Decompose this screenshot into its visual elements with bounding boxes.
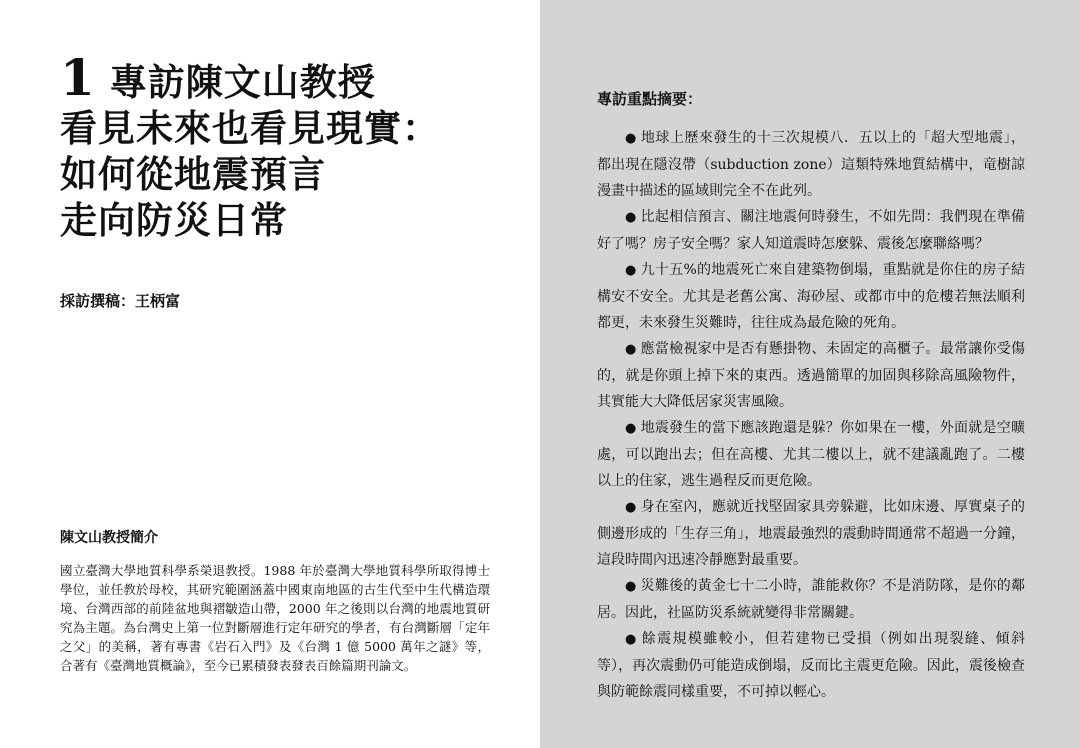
summary-point-text: 比起相信預言、關注地震何時發生，不如先問：我們現在準備好了嗎？房子安全嗎？家人知道震時怎麼躲、震後怎麼聯絡嗎？ bbox=[597, 209, 1026, 252]
summary-point-text: 地球上歷來發生的十三次規模八．五以上的「超大型地震」，都出現在隱沒帶（subduction zone）這類特殊地質結構中，竜樹諒漫畫中描述的區域則完全不在此列。 bbox=[597, 130, 1026, 199]
bullet-icon: ● bbox=[625, 500, 637, 515]
summary-point bbox=[597, 573, 1025, 626]
article-title bbox=[60, 48, 530, 243]
bullet-icon: ● bbox=[625, 421, 637, 436]
bullet-icon: ● bbox=[625, 131, 637, 146]
summary-point bbox=[597, 257, 1025, 336]
summary-point-text: 地震發生的當下應該跑還是躲？你如果在一樓，外面就是空曠處，可以跑出去；但在高樓、尤其二樓以上，就不建議亂跑了。二樓以上的住家，逃生過程反而更危險。 bbox=[597, 420, 1026, 489]
summary-point bbox=[597, 204, 1025, 257]
summary-point bbox=[597, 125, 1025, 204]
summary-point bbox=[597, 415, 1025, 494]
title-line-3: 如何從地震預言 bbox=[60, 152, 326, 196]
summary-point-text: 身在室內，應就近找堅固家具旁躲避，比如床邊、厚實桌子的側邊形成的「生存三角」，地震最強烈的震動時間通常不超過一分鐘，這段時間內迅速冷靜應對最重要。 bbox=[597, 499, 1026, 568]
bullet-icon: ● bbox=[625, 632, 638, 647]
chapter-number: 1 bbox=[60, 48, 96, 107]
bullet-icon: ● bbox=[625, 342, 637, 357]
summary-point bbox=[597, 626, 1025, 705]
title-text-1: 專訪陳文山教授 bbox=[109, 60, 376, 104]
title-line-4: 走向防災日常 bbox=[60, 198, 288, 242]
bullet-icon: ● bbox=[625, 579, 637, 594]
bio-heading: 陳文山教授簡介 bbox=[60, 530, 158, 546]
bio-text: 國立臺灣大學地質科學系榮退教授。1988 年於臺灣大學地質科學所取得博士學位，並任教於母校，其研究範圍涵蓋中國東南地區的古生代至中生代構造環境、台灣西部的前陸盆地與褶皺造山帶，2000 年之後則以台灣的地震地質研究為主題。為台灣史上第一位對斷層進行定年研究的學者，有台灣斷層「定年之父」的美稱，著有專書《岩石入門》及《台灣 1 億 5000 萬年之謎》等，合著有《臺灣地質概論》，至今已累積發表發表百餘篇期刊論文。 bbox=[60, 563, 490, 673]
title-line-2: 看見未來也看見現實： bbox=[60, 106, 440, 150]
summary-point bbox=[597, 494, 1025, 573]
bullet-icon: ● bbox=[625, 263, 637, 278]
bullet-icon: ● bbox=[625, 210, 637, 225]
summary-list bbox=[597, 125, 1025, 705]
title-line-1 bbox=[60, 48, 530, 107]
summary-point-text: 九十五%的地震死亡來自建築物倒塌，重點就是你住的房子結構安不安全。尤其是老舊公寓、海砂屋、或都市中的危樓若無法順利都更，未來發生災難時，往往成為最危險的死角。 bbox=[597, 262, 1025, 331]
interviewer-credit: 採訪撰稿：王柄富 bbox=[60, 292, 181, 310]
summary-heading: 專訪重點摘要： bbox=[597, 90, 703, 108]
summary-point-text: 餘震規模雖較小，但若建物已受損（例如出現裂縫、傾斜等），再次震動仍可能造成倒塌，反而比主震更危險。因此，震後檢查與防範餘震同樣重要，不可掉以輕心。 bbox=[597, 631, 1026, 700]
summary-point bbox=[597, 336, 1025, 415]
summary-point-text: 災難後的黃金七十二小時，誰能救你？不是消防隊，是你的鄰居。因此，社區防災系統就變得非常關鍵。 bbox=[597, 578, 1026, 621]
summary-point-text: 應當檢視家中是否有懸掛物、未固定的高櫃子。最常讓你受傷的，就是你頭上掉下來的東西。透過簡單的加固與移除高風險物件，其實能大大降低居家災害風險。 bbox=[597, 341, 1026, 410]
